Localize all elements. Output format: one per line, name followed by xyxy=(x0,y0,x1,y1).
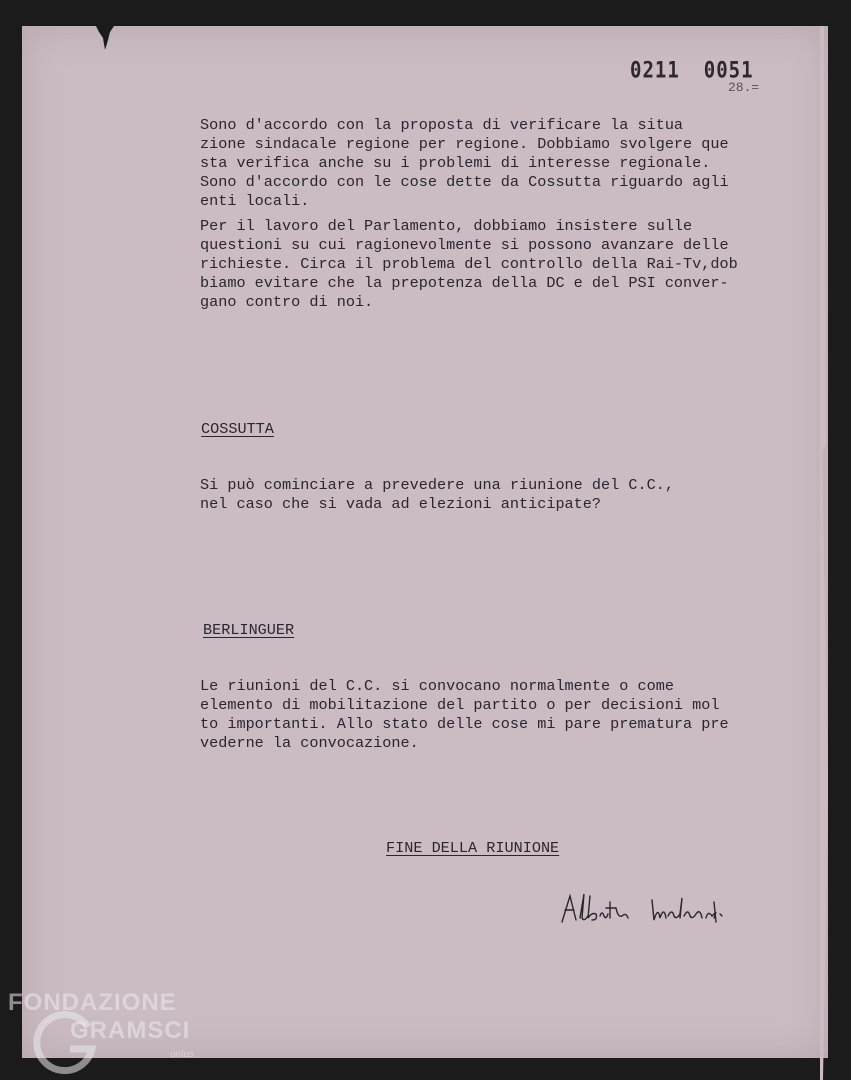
paragraph-regional-verification: Sono d'accordo con la proposta di verificare la situa zione sindacale regione per regione. Dobbiamo svolgere que sta verifica anche su i problemi di interesse regionale. Sono d'accordo con le cose dette da Cossutta riguardo agli enti locali. xyxy=(200,116,729,210)
paragraph-parliament-work: Per il lavoro del Parlamento, dobbiamo insistere sulle questioni su cui ragionevolmente si possono avanzare delle richieste. Circa il problema del controllo della Rai-Tv,dob biamo evitare che la prepotenza della DC e del PSI conver- gano contro di noi. xyxy=(200,217,738,311)
archive-watermark xyxy=(0,985,230,1080)
speaker-heading: COSSUTTA xyxy=(201,420,274,438)
sheet-number: 0051 xyxy=(703,58,754,84)
speaker-heading: BERLINGUER xyxy=(203,621,295,639)
paragraph-berlinguer-answer: Le riunioni del C.C. si convocano normalmente o come elemento di mobilitazione del partito o per decisioni mol to importanti. Allo stato delle cose mi pare prematura pre vederne la convocazione. xyxy=(200,677,729,752)
watermark-title: FONDAZIONE xyxy=(8,989,177,1016)
watermark-subtitle: GRAMSCI xyxy=(70,1017,191,1044)
handwritten-signature xyxy=(556,888,756,932)
closing-line: FINE DELLA RIUNIONE xyxy=(386,839,560,857)
watermark-suffix: onlus xyxy=(170,1049,194,1060)
paragraph-cossutta-question: Si può cominciare a prevedere una riunione del C.C., nel caso che si vada ad elezioni anticipate? xyxy=(200,476,674,513)
paper-tear-mark xyxy=(96,26,114,52)
page-number: 28.= xyxy=(728,80,760,95)
page-right-edge xyxy=(820,26,851,1080)
archive-number: 0211 xyxy=(630,58,680,84)
